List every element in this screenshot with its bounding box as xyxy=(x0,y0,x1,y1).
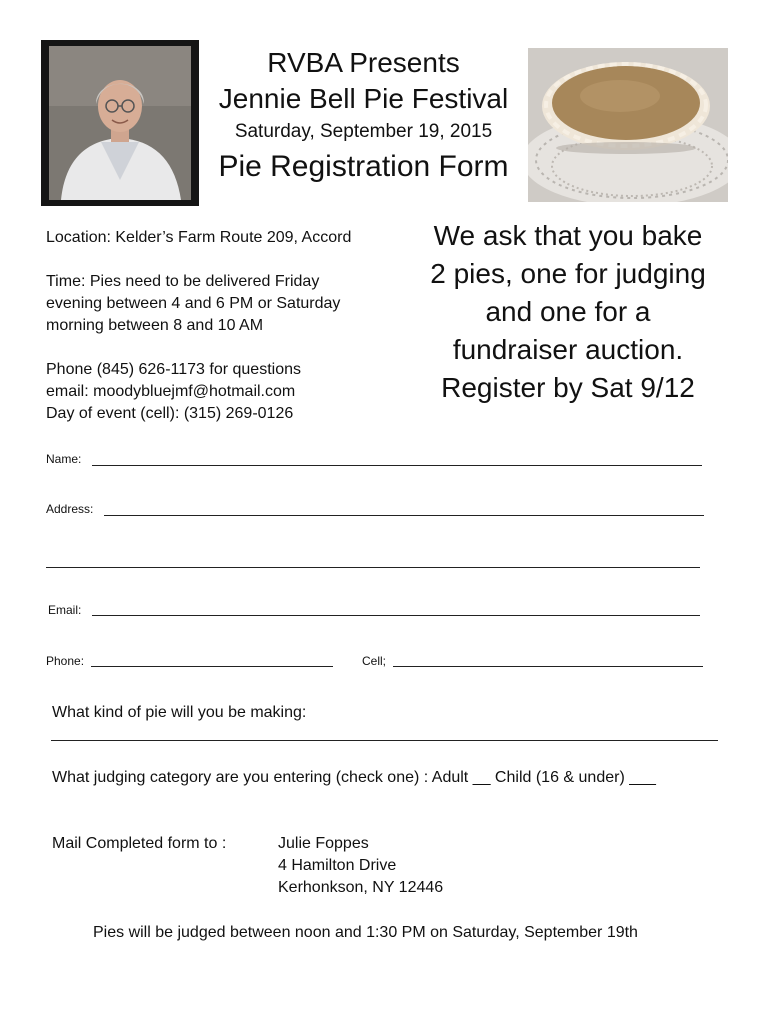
email-label: Email: xyxy=(48,603,82,617)
name-label: Name: xyxy=(46,452,82,466)
cell-label: Cell; xyxy=(362,654,387,668)
email-field[interactable] xyxy=(92,615,700,616)
phone-field[interactable] xyxy=(91,666,333,667)
mail-recipient-name: Julie Foppes xyxy=(278,835,369,852)
phone-label: Phone: xyxy=(46,654,85,668)
mail-street: 4 Hamilton Drive xyxy=(278,857,397,874)
day-of-event-cell-text: Day of event (cell): (315) 269-0126 xyxy=(46,405,294,422)
mail-to-label: Mail Completed form to : xyxy=(52,835,227,852)
pie-image xyxy=(528,48,728,202)
email-text: email: moodybluejmf@hotmail.com xyxy=(46,383,296,400)
bake-request-notice xyxy=(402,217,734,407)
portrait-image xyxy=(41,40,199,206)
address-label: Address: xyxy=(46,502,94,516)
mail-city: Kerhonkson, NY 12446 xyxy=(278,879,444,896)
phone-text: Phone (845) 626-1173 for questions xyxy=(46,361,301,378)
address-field[interactable] xyxy=(104,515,704,516)
title-line-1: RVBA Presents xyxy=(267,47,460,78)
notice-line-5: Register by Sat 9/12 xyxy=(441,372,695,403)
notice-line-1: We ask that you bake xyxy=(433,220,703,251)
portrait-photo xyxy=(41,40,199,206)
pie-kind-field[interactable] xyxy=(51,740,718,741)
judging-category-question: What judging category are you entering (check one) : Adult __ Child (16 & under) ___ xyxy=(52,769,656,786)
form-title: Pie Registration Form xyxy=(218,150,509,183)
title-line-2: Jennie Bell Pie Festival xyxy=(218,83,509,114)
location-text: Location: Kelder’s Farm Route 209, Accord xyxy=(46,229,352,246)
name-field[interactable] xyxy=(92,465,702,466)
pie-kind-question: What kind of pie will you be making: xyxy=(52,704,307,721)
cell-field[interactable] xyxy=(393,666,703,667)
notice-line-4: fundraiser auction. xyxy=(452,334,684,365)
event-date: Saturday, September 19, 2015 xyxy=(234,121,493,142)
judging-time-note: Pies will be judged between noon and 1:30 PM on Saturday, September 19th xyxy=(93,924,638,941)
time-text-line-3: morning between 8 and 10 AM xyxy=(46,317,264,334)
time-text-line-2: evening between 4 and 6 PM or Saturday xyxy=(46,295,341,312)
notice-line-3: and one for a xyxy=(485,296,651,327)
pie-photo xyxy=(528,48,728,202)
address-field-line-2[interactable] xyxy=(46,567,700,568)
notice-line-2: 2 pies, one for judging xyxy=(430,258,706,289)
time-text-line-1: Time: Pies need to be delivered Friday xyxy=(46,273,320,290)
